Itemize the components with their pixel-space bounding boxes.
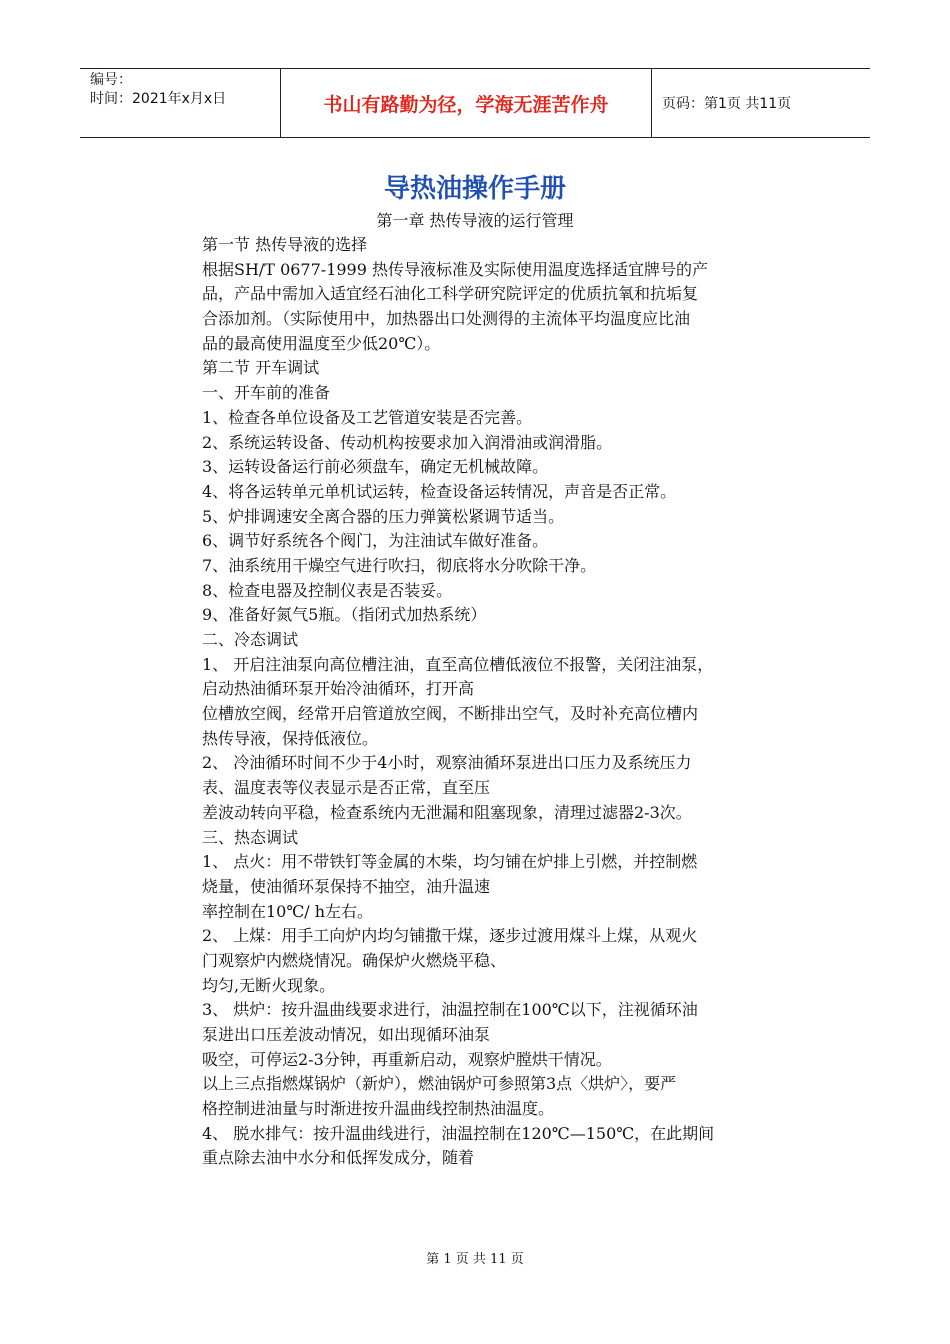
text-line: 2、 冷油循环时间不少于4小时，观察油循环泵进出口压力及系统压力	[202, 753, 692, 773]
text-line: 一、开车前的准备	[202, 383, 331, 403]
text-line: 根据SH/T 0677-1999 热传导液标准及实际使用温度选择适宜牌号的产	[202, 259, 708, 279]
time-label: 时间：2021年x月x日	[90, 91, 227, 107]
text-line: 8、检查电器及控制仪表是否装妥。	[202, 580, 453, 600]
text-line: 二、冷态调试	[202, 630, 299, 649]
text-line: 以上三点指燃煤锅炉（新炉），燃油锅炉可参照第3点〈烘炉〉，要严	[202, 1074, 677, 1094]
text-line: 6、调节好系统各个阀门，为注油试车做好准备。	[202, 531, 549, 551]
text-line: 重点除去油中水分和低挥发成分，随着	[202, 1148, 475, 1168]
text-line: 2、 上煤：用手工向炉内均匀铺撒干煤，逐步过渡用煤斗上煤，从观火	[202, 926, 698, 946]
text-line: 3、 烘炉：按升温曲线要求进行，油温控制在100℃以下，注视循环油	[202, 1000, 698, 1020]
text-line: 4、将各运转单元单机试运转，检查设备运转情况，声音是否正常。	[202, 481, 677, 501]
text-line: 启动热油循环泵开始冷油循环，打开高	[202, 679, 475, 699]
header-motto: 书山有路勤为径，学海无涯苦作舟	[280, 69, 652, 137]
text-line: 2、系统运转设备、传动机构按要求加入润滑油或润滑脂。	[202, 432, 613, 452]
text-line: 1、 点火：用不带铁钉等金属的木柴，均匀铺在炉排上引燃，并控制燃	[202, 852, 698, 872]
text-line: 门观察炉内燃烧情况。确保炉火燃烧平稳、	[202, 950, 507, 970]
chapter-heading: 第一章 热传导液的运行管理	[376, 211, 574, 230]
text-line: 9、准备好氮气5瓶。（指闭式加热系统）	[202, 605, 487, 625]
text-line: 品的最高使用温度至少低20℃）。	[202, 333, 441, 353]
header-page-info: 页码：第1页 共11页	[662, 96, 792, 112]
text-line: 品，产品中需加入适宜经石油化工科学研究院评定的优质抗氧和抗垢复	[202, 284, 699, 304]
document-body	[202, 233, 802, 1171]
text-line: 泵进出口压差波动情况，如出现循环油泵	[202, 1025, 491, 1044]
text-line: 吸空，可停运2-3分钟，再重新启动，观察炉膛烘干情况。	[202, 1049, 612, 1069]
text-line: 4、 脱水排气：按升温曲线进行，油温控制在120℃—150℃，在此期间	[202, 1123, 715, 1143]
text-line: 合添加剂。（实际使用中，加热器出口处测得的主流体平均温度应比油	[202, 309, 691, 329]
text-line: 热传导液，保持低液位。	[202, 728, 379, 748]
text-line: 5、炉排调速安全离合器的压力弹簧松紧调节适当。	[202, 506, 565, 526]
page-footer: 第 1 页 共 11 页	[426, 1252, 524, 1267]
text-line: 位槽放空阀，经常开启管道放空阀，不断排出空气，及时补充高位槽内	[202, 704, 699, 724]
text-line: 7、油系统用干燥空气进行吹扫，彻底将水分吹除干净。	[202, 555, 597, 575]
text-line: 第二节 开车调试	[202, 358, 320, 378]
text-line: 均匀,无断火现象。	[202, 975, 336, 995]
number-label: 编号：	[90, 72, 132, 88]
text-line: 差波动转向平稳，检查系统内无泄漏和阻塞现象，清理过滤器2-3次。	[202, 802, 692, 822]
text-line: 格控制进油量与时渐进按升温曲线控制热油温度。	[202, 1099, 555, 1119]
text-line: 率控制在10℃/ h左右。	[202, 901, 374, 921]
header-meta	[80, 69, 280, 137]
text-line: 表、温度表等仪表显示是否正常，直至压	[202, 778, 491, 798]
text-line: 3、运转设备运行前必须盘车，确定无机械故障。	[202, 457, 549, 477]
page-header	[80, 68, 870, 138]
text-line: 1、检查各单位设备及工艺管道安装是否完善。	[202, 407, 533, 427]
document-title: 导热油操作手册	[383, 174, 566, 204]
text-line: 1、 开启注油泵向高位槽注油，直至高位槽低液位不报警，关闭注油泵，	[202, 654, 714, 674]
text-line: 三、热态调试	[202, 827, 299, 847]
text-line: 第一节 热传导液的选择	[202, 235, 368, 254]
text-line: 烧量，使油循环泵保持不抽空，油升温速	[202, 876, 491, 896]
